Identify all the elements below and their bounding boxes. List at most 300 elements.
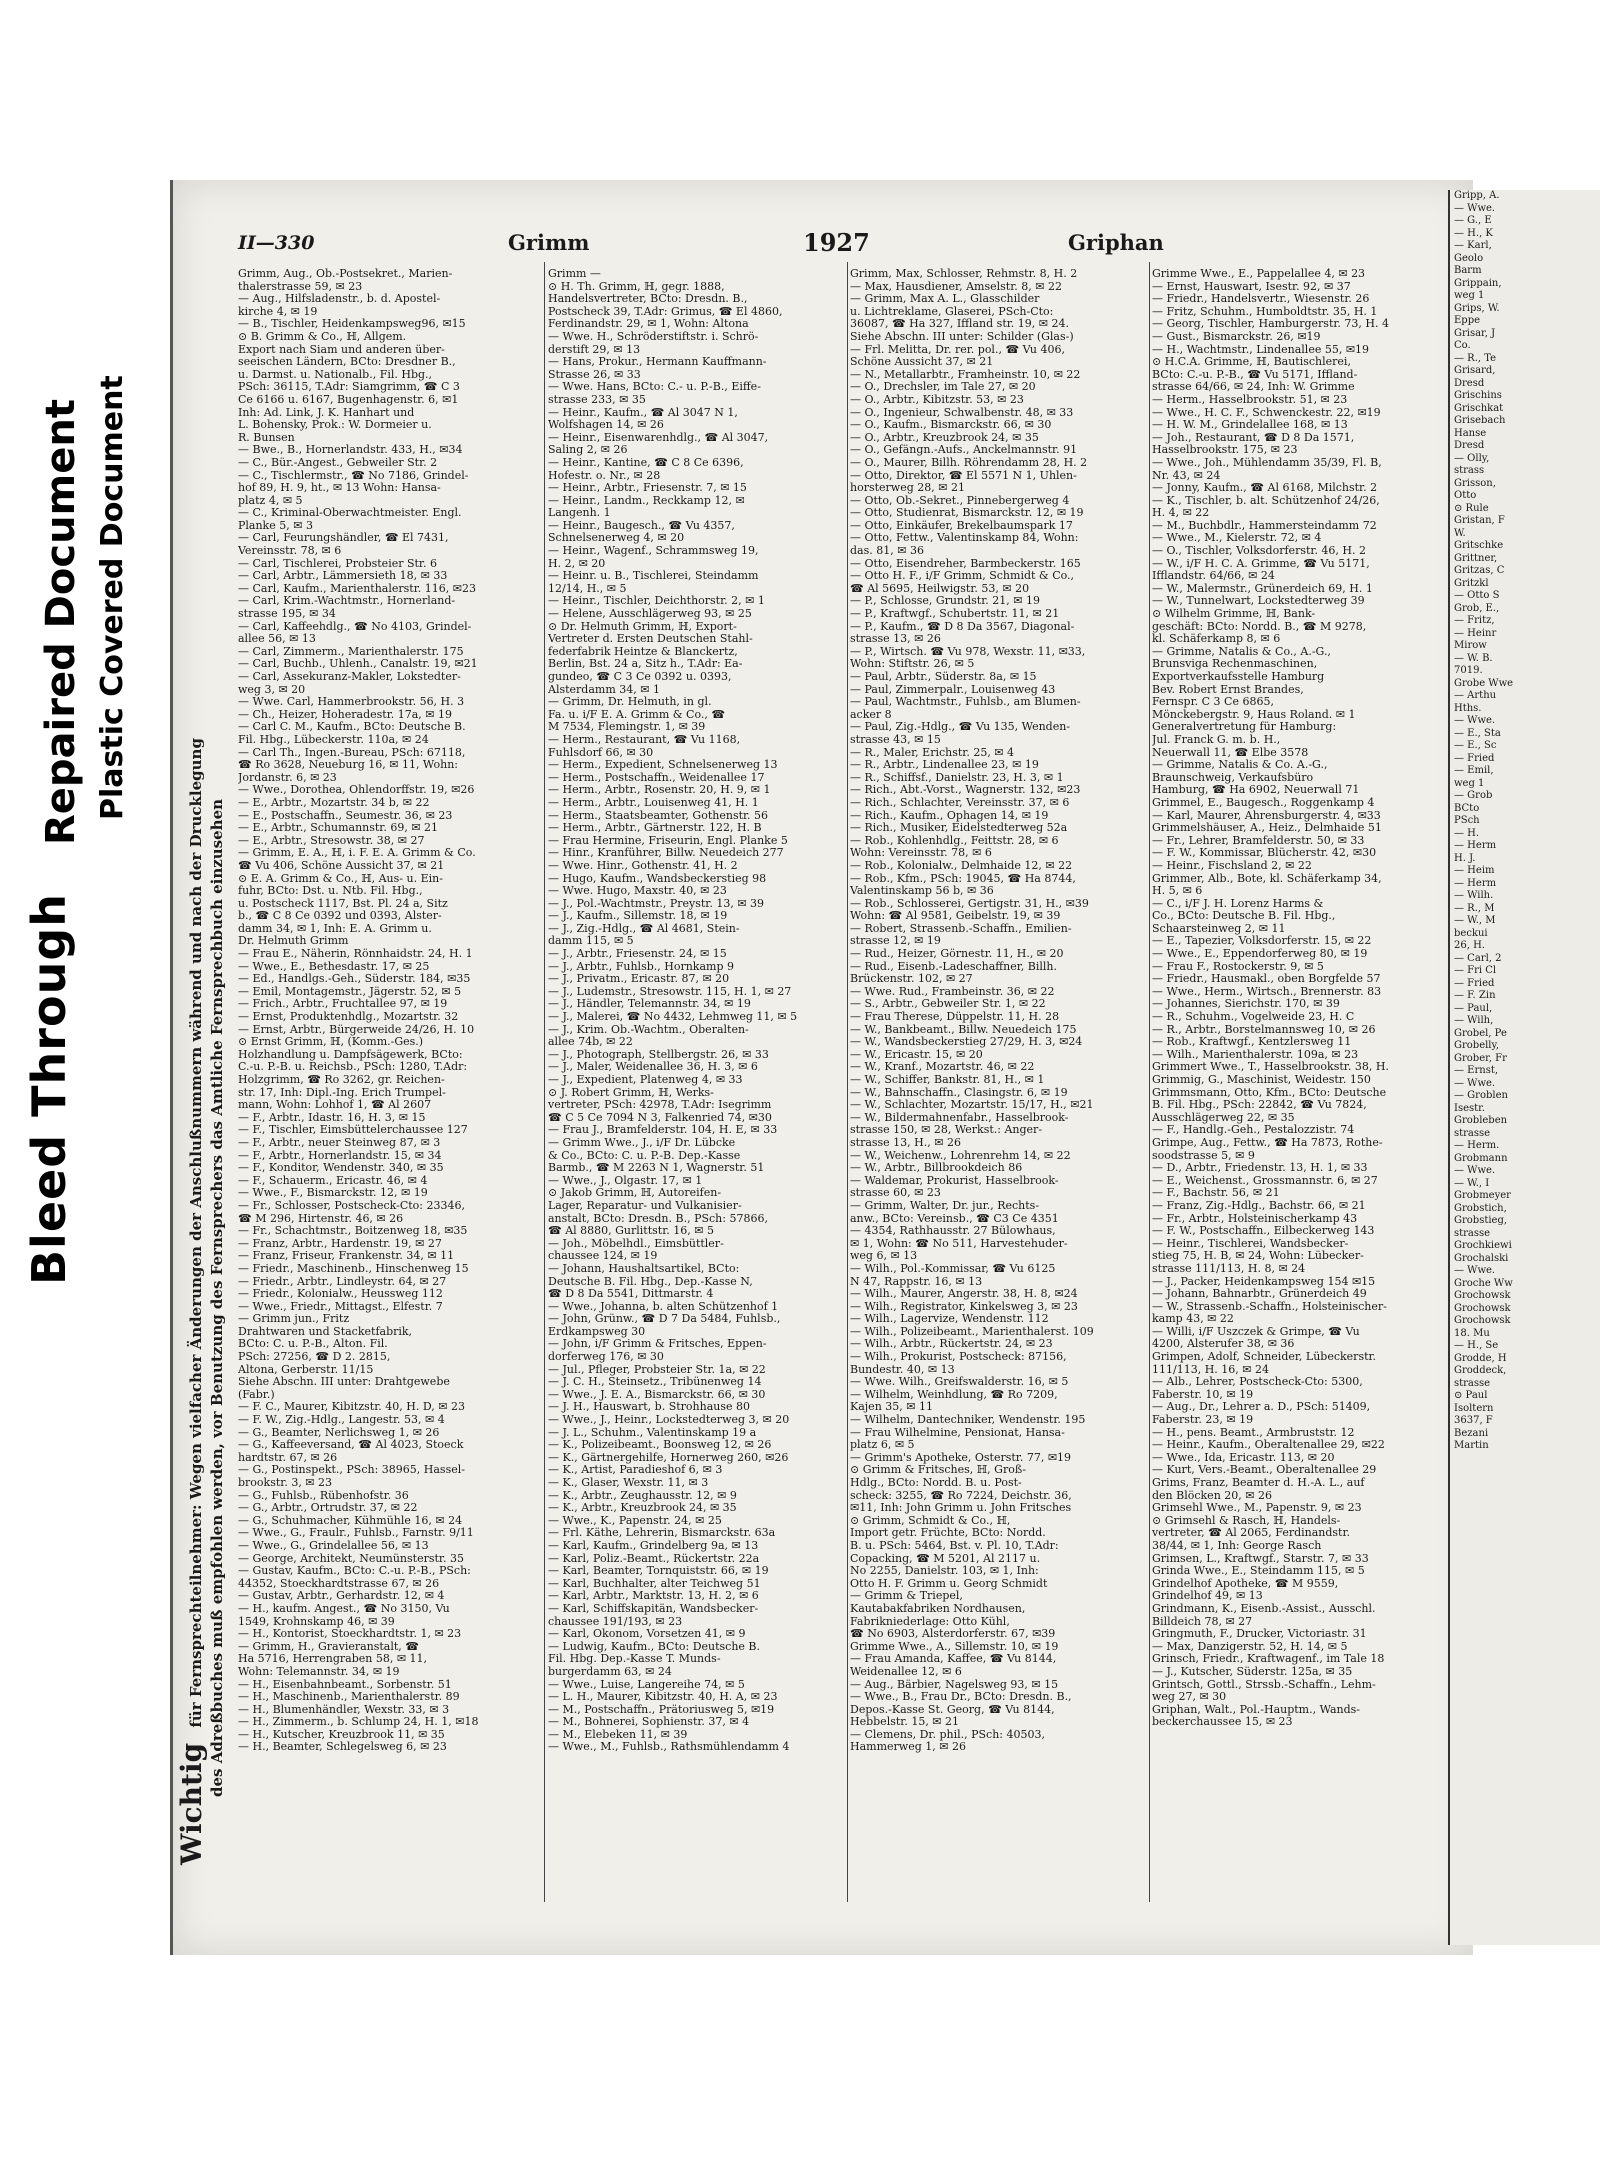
directory-entry-line: — Herm., Arbtr., Gärtnerstr. 122, H. B [548, 822, 762, 835]
fragment-line: Dresd [1454, 440, 1485, 451]
directory-entry-line: chaussee 191/193, ✉ 23 [548, 1615, 683, 1628]
directory-entry-line: — J., Maler, Weidenallee 36, H. 3, ✉ 6 [548, 1061, 758, 1074]
fragment-line: Grischkat [1454, 402, 1504, 414]
directory-entry-line: — H., Blumenhändler, Wexstr. 33, ✉ 3 [238, 1703, 450, 1716]
directory-entry-line: Grimme Wwe., E., Pappelallee 4, ✉ 23 [1152, 268, 1366, 280]
fragment-line: — F. Zin [1454, 990, 1496, 1001]
directory-entry-line: — J., Kaufm., Sillemstr. 18, ✉ 19 [548, 910, 728, 923]
directory-entry-line: Exportverkaufsstelle Hamburg [1152, 671, 1325, 683]
fragment-line: Grochowsk [1454, 1315, 1511, 1326]
fragment-line: Grob, E., [1454, 602, 1500, 614]
header-first-word: Grimm [508, 230, 590, 255]
directory-entry-line: — G., Postinspekt., PSch: 38965, Hassel- [238, 1464, 465, 1477]
directory-entry-line: Ce 6166 u. 6167, Bugenhagenstr. 6, ✉1 [238, 393, 459, 406]
directory-entry-line: Ferdinandstr. 29, ✉ 1, Wohn: Altona [548, 318, 749, 331]
directory-entry-line: ☎ M 296, Hirtenstr. 46, ✉ 26 [238, 1212, 404, 1225]
plastic-covered-label: Plastic Covered Document [95, 375, 130, 820]
fragment-line: — H., Se [1454, 1340, 1499, 1351]
directory-entry-line: — Max, Danzigerstr. 52, H. 14, ✉ 5 [1152, 1640, 1348, 1653]
directory-entry-line: anw., BCto: Vereinsb., ☎ C3 Ce 4351 [850, 1212, 1059, 1225]
directory-entry-line: ☎ Vu 406, Schöne Aussicht 37, ✉ 21 [238, 859, 445, 872]
directory-entry-line: — Wwe., Joh., Mühlendamm 35/39, Fl. B, [1152, 456, 1382, 469]
directory-entry-line: platz 4, ✉ 5 [238, 494, 303, 507]
fragment-line: — G., E [1454, 215, 1492, 226]
directory-entry-line: 38/44, ✉ 1, Inh: George Rasch [1152, 1539, 1322, 1552]
directory-entry-line: — K., Polizeibeamt., Boonsweg 12, ✉ 26 [548, 1439, 772, 1452]
directory-entry-line: — Carl, Krim.-Wachtmstr., Hornerland- [238, 595, 456, 608]
directory-entry-line: — Otto, Einkäufer, Brekelbaumspark 17 [850, 519, 1073, 532]
directory-entry-line: — Otto, Ob.-Sekret., Pinnebergerweg 4 [850, 494, 1070, 507]
directory-entry-line: horsterweg 28, ✉ 21 [850, 482, 965, 495]
directory-entry-line: Grintsch, Gottl., Strssb.-Schaffn., Lehm- [1152, 1678, 1376, 1691]
directory-entry-line: M 7534, Flemingstr. 1, ✉ 39 [548, 721, 706, 734]
directory-entry-line: — Otto, Direktor, ☎ El 5571 N 1, Uhlen- [850, 469, 1077, 482]
directory-entry-line: ☎ Al 5695, Heilwigstr. 53, ✉ 20 [850, 582, 1030, 595]
directory-entry-line: — Paul, Zig.-Hdlg., ☎ Vu 135, Wenden- [850, 721, 1071, 734]
fragment-line: — E., Sta [1454, 727, 1501, 739]
directory-entry-line: — Rud., Heizer, Görnestr. 11, H., ✉ 20 [850, 948, 1064, 961]
directory-entry-line: Wolfshagen 14, ✉ 26 [548, 419, 664, 432]
directory-entry-line: — Hugo, Kaufm., Wandsbeckerstieg 98 [548, 872, 767, 885]
directory-entry-line: — H., Wachtmstr., Lindenallee 55, ✉19 [1152, 343, 1370, 356]
directory-entry-line: Hofestr. o. Nr., ✉ 28 [548, 469, 661, 482]
directory-entry-line: Lager, Reparatur- und Vulkanisier- [548, 1199, 742, 1212]
fragment-line: — Wwe. [1454, 1165, 1496, 1176]
column-divider [847, 262, 848, 1902]
fragment-line: Grobelly, [1454, 1040, 1500, 1051]
directory-entry-line: — Max, Hausdiener, Amselstr. 8, ✉ 22 [850, 280, 1062, 293]
directory-entry-line: — Karl, Arbtr., Marktstr. 13, H. 2, ✉ 6 [548, 1590, 759, 1603]
directory-entry-line: — Otto, Fettw., Valentinskamp 84, Wohn: [850, 532, 1079, 545]
directory-entry-line: — Wwe., G., Grindelallee 56, ✉ 13 [238, 1539, 429, 1552]
fragment-line: Grobe Wwe [1454, 677, 1514, 689]
directory-entry-line: Gringmuth, F., Drucker, Victoriastr. 31 [1152, 1628, 1367, 1641]
directory-entry-line: Grindelhof 49, ✉ 13 [1152, 1590, 1263, 1603]
directory-entry-line: — Heinr., Wagenf., Schrammsweg 19, [548, 545, 759, 558]
directory-entry-line: u. Lichtreklame, Glaserei, PSch-Cto: [850, 305, 1054, 318]
directory-entry-line: Ifflandstr. 64/66, ✉ 24 [1152, 570, 1275, 583]
directory-entry-line: Fernspr. C 3 Ce 6865, [1152, 696, 1274, 709]
directory-entry-line: H. 5, ✉ 6 [1152, 885, 1203, 898]
fragment-line: — Herm. [1454, 1140, 1500, 1151]
directory-entry-line: Bundestr. 40, ✉ 13 [850, 1363, 955, 1376]
directory-entry-line: — Carl, Buchb., Uhlenh., Canalstr. 19, ✉21 [238, 658, 478, 671]
directory-entry-line: Drahtwaren und Stacketfabrik, [238, 1325, 413, 1338]
directory-entry-line: ✉11, Inh: John Grimm u. John Fritsches [850, 1502, 1072, 1515]
directory-entry-line: Weidenallee 12, ✉ 6 [850, 1665, 962, 1678]
directory-entry-line: — 4354, Rathhausstr. 27 Bülowhaus, [850, 1225, 1056, 1238]
fragment-line: Gritzas, C [1454, 565, 1505, 576]
directory-entry-line: — O., Gefängn.-Aufs., Anckelmannstr. 91 [850, 444, 1078, 457]
directory-entry-line: — Fr., Arbtr., Holsteinischerkamp 43 [1152, 1212, 1358, 1225]
directory-entry-line: derstift 29, ✉ 13 [548, 343, 641, 356]
directory-entry-line: — Heinr., Fischsland 2, ✉ 22 [1152, 859, 1312, 872]
directory-entry-line: — Helene, Ausschlägerweg 93, ✉ 25 [548, 608, 752, 621]
directory-entry-line: — J., Expedient, Platenweg 4, ✉ 33 [548, 1074, 743, 1086]
fragment-line: BCto [1454, 802, 1480, 814]
directory-entry-line: — Otto H. F., i/F Grimm, Schmidt & Co., [850, 570, 1075, 583]
directory-entry-line: — H., kaufm. Angest., ☎ No 3150, Vu [238, 1602, 450, 1615]
fragment-line: Grobel, Pe [1454, 1027, 1507, 1039]
directory-entry-line: — Heinr., Kaufm., Oberaltenallee 29, ✉22 [1152, 1439, 1385, 1452]
directory-entry-line: BCto: C.-u. P.-B., ☎ Vu 5171, Iffland- [1152, 368, 1358, 381]
column-divider [1149, 262, 1150, 1902]
directory-entry-line: — J., Pol.-Wachtmstr., Preystr. 13, ✉ 39 [548, 897, 765, 910]
directory-entry-line: — George, Architekt, Neumünsterstr. 35 [238, 1552, 464, 1565]
directory-entry-line: kamp 43, ✉ 22 [1152, 1313, 1234, 1326]
directory-entry-line: — Fr., Schachtmstr., Boitzenweg 18, ✉35 [238, 1225, 468, 1238]
fragment-line: Grochowsk [1454, 1302, 1511, 1314]
directory-entry-line: H. 4, ✉ 22 [1152, 507, 1210, 520]
directory-entry-line: Holzhandlung u. Dampfsägewerk, BCto: [238, 1048, 463, 1061]
directory-entry-line: — J., Malerei, ☎ No 4432, Lehmweg 11, ✉ 5 [548, 1011, 798, 1024]
column-divider [544, 262, 545, 1902]
directory-entry-line: — Rob., Kfm., PSch: 19045, ☎ Ha 8744, [850, 872, 1076, 885]
directory-entry-line: scheck: 3255, ☎ Ro 7224, Deichstr. 36, [850, 1489, 1072, 1502]
directory-entry-line: — Friedr., Arbtr., Lindleystr. 64, ✉ 27 [238, 1275, 447, 1288]
directory-entry-line: Grimm, Max, Schlosser, Rehmstr. 8, H. 2 [850, 268, 1078, 280]
directory-entry-line: — Otto, Studienrat, Bismarckstr. 12, ✉ 19 [850, 507, 1084, 520]
fragment-line: strasse [1454, 1377, 1491, 1389]
directory-entry-line: — Heinr., Baugesch., ☎ Vu 4357, [548, 519, 735, 532]
directory-entry-line: — Grimm, Walter, Dr. jur., Rechts- [850, 1199, 1040, 1212]
fragment-line: Gritschke [1454, 540, 1504, 551]
directory-entry-line: — Bwe., B., Hornerlandstr. 433, H., ✉34 [238, 444, 463, 457]
directory-entry-line: soodstrasse 5, ✉ 9 [1152, 1149, 1255, 1162]
directory-entry-line: — Wwe., K., Papenstr. 24, ✉ 25 [548, 1514, 722, 1527]
directory-entry-line: Dr. Helmuth Grimm [238, 935, 349, 948]
directory-entry-line: — P., Wirtsch. ☎ Vu 978, Wexstr. 11, ✉33, [850, 645, 1086, 658]
directory-entry-line: PSch: 36115, T.Adr: Siamgrimm, ☎ C 3 [238, 381, 460, 394]
directory-entry-line: Strasse 26, ✉ 33 [548, 368, 641, 381]
directory-entry-line: — Wwe. Carl, Hammerbrookstr. 56, H. 3 [238, 696, 465, 709]
directory-entry-line: — Wilh., Pol.-Kommissar, ☎ Vu 6125 [850, 1262, 1056, 1275]
directory-entry-line: — Grimme, Natalis & Co. A.-G., [1152, 759, 1328, 772]
directory-entry-line: — Otto, Eisendreher, Barmbeckerstr. 165 [850, 557, 1081, 570]
directory-entry-line: — John, i/F Grimm & Fritsches, Eppen- [548, 1338, 767, 1351]
directory-entry-line: Grims, Franz, Beamter d. H.-A. L., auf [1152, 1477, 1365, 1489]
directory-entry-line: — F., Handlg.-Geh., Pestalozzistr. 74 [1152, 1124, 1355, 1137]
directory-entry-line: — H., pens. Beamt., Armbruststr. 12 [1152, 1426, 1355, 1439]
fragment-line: — Fried [1454, 752, 1495, 764]
fragment-line: Isoltern [1454, 1402, 1494, 1414]
directory-entry-line: — Wwe., Dorothea, Ohlendorffstr. 19, ✉26 [238, 784, 475, 797]
directory-entry-line: — P., Schlosse, Grundstr. 21, ✉ 19 [850, 595, 1040, 608]
directory-entry-line: beckerchaussee 15, ✉ 23 [1152, 1716, 1293, 1729]
directory-entry-line: — Ernst, Produktenhdlg., Mozartstr. 32 [238, 1011, 459, 1024]
directory-entry-line: — Grimm's Apotheke, Osterstr. 77, ✉19 [850, 1451, 1072, 1464]
directory-entry-line: — J., Händler, Telemannstr. 34, ✉ 19 [548, 998, 751, 1011]
directory-entry-line: — Herm., Staatsbeamter, Gothenstr. 56 [548, 809, 769, 822]
directory-entry-line: — Wilh., Registrator, Kinkelsweg 3, ✉ 23 [850, 1300, 1078, 1313]
directory-entry-line: — Johann, Haushaltsartikel, BCto: [548, 1262, 740, 1275]
fragment-line: — R., Te [1454, 352, 1497, 364]
directory-entry-line: Nr. 43, ✉ 24 [1152, 469, 1221, 482]
fragment-line: Martin [1454, 1440, 1489, 1451]
directory-entry-line: L. Bohensky, Prok.: W. Dormeier u. [238, 419, 432, 432]
directory-entry-line: — Paul, Arbtr., Süderstr. 8a, ✉ 15 [850, 671, 1037, 683]
directory-entry-line: Mönckebergstr. 9, Haus Roland. ✉ 1 [1152, 708, 1356, 721]
directory-entry-line: — W., Wandsbeckerstieg 27/29, H. 3, ✉24 [850, 1036, 1083, 1049]
directory-entry-line: Saling 2, ✉ 26 [548, 444, 628, 457]
directory-entry-line: — Heinr., Arbtr., Friesenstr. 7, ✉ 15 [548, 482, 747, 495]
fragment-line: — Wilh, [1454, 1015, 1494, 1026]
directory-entry-line: — Willi, i/F Uszczek & Grimpe, ☎ Vu [1152, 1325, 1360, 1338]
directory-entry-line: Co., BCto: Deutsche B. Fil. Hbg., [1152, 910, 1336, 923]
fragment-line: Geolo [1454, 252, 1484, 264]
directory-entry-line: ⊙ Ernst Grimm, ℍ, (Komm.-Ges.) [238, 1036, 424, 1049]
directory-entry-line: Fa. u. i/F E. A. Grimm & Co., ☎ [548, 708, 726, 721]
directory-entry-line: — Grimm Wwe., J., i/F Dr. Lübcke [548, 1136, 736, 1149]
directory-entry-line: — E., Arbtr., Mozartstr. 34 b, ✉ 22 [238, 796, 430, 809]
directory-entry-line: Vereinsstr. 78, ✉ 6 [238, 545, 342, 558]
directory-entry-line: — Franz, Zig.-Hdlg., Bachstr. 66, ✉ 21 [1152, 1199, 1366, 1212]
directory-entry-line: Copacking, ☎ M 5201, Al 2117 u. [850, 1552, 1041, 1565]
directory-entry-line: — O., Arbtr., Kibitzstr. 53, ✉ 23 [850, 393, 1024, 406]
directory-entry-line: — Wwe. Hans, BCto: C.- u. P.-B., Eiffe- [548, 381, 761, 394]
directory-entry-line: (Fabr.) [238, 1388, 275, 1401]
directory-entry-line: b., ☎ C 8 Ce 0392 und 0393, Alster- [238, 910, 442, 923]
directory-entry-line: — Rob., Kohlenhdlg., Feittstr. 28, ✉ 6 [850, 834, 1059, 847]
notice-title: Wichtig [175, 1742, 208, 1865]
header-last-word: Griphan [1068, 230, 1164, 255]
directory-entry-line: — R., Schiffsf., Danielstr. 23, H. 3, ✉ 1 [850, 771, 1064, 784]
directory-entry-line: Grindmann, K., Eisenb.-Assist., Ausschl. [1152, 1602, 1376, 1615]
directory-entry-line: Grimm, Aug., Ob.-Postsekret., Marien- [238, 268, 453, 280]
directory-entry-line: — Wilhelm, Dantechniker, Wendenstr. 195 [850, 1414, 1086, 1427]
directory-entry-line: — W., Weichenw., Lohrenrehm 14, ✉ 22 [850, 1149, 1071, 1162]
directory-entry-line: — Grimm, Dr. Helmuth, in gl. [548, 696, 712, 709]
directory-entry-line: — E., Postschaffn., Seumestr. 36, ✉ 23 [238, 809, 453, 822]
directory-entry-line: — Herm., Postschaffn., Weidenallee 17 [548, 771, 765, 784]
directory-entry-line: — Wwe., F., Bismarckstr. 12, ✉ 19 [238, 1187, 428, 1200]
directory-entry-line: 36087, ☎ Ha 327, Iffland str. 19, ✉ 24. [850, 318, 1069, 331]
directory-entry-line: — M., Bohnerei, Sophienstr. 37, ✉ 4 [548, 1716, 750, 1729]
directory-entry-line: — R., Arbtr., Borstelmannsweg 10, ✉ 26 [1152, 1023, 1376, 1036]
fragment-line: Grochalski [1454, 1252, 1509, 1264]
directory-entry-line: Wohn: Stiftstr. 26, ✉ 5 [850, 658, 975, 671]
directory-entry-line: — John, Grünw., ☎ D 7 Da 5484, Fuhlsb., [548, 1313, 781, 1326]
directory-entry-line: strasse 64/66, ✉ 24, Inh: W. Grimme [1152, 381, 1355, 394]
directory-entry-line: PSch: 27256, ☎ D 2. 2815, [238, 1351, 391, 1364]
directory-entry-line: — P., Kaufm., ☎ D 8 Da 3567, Diagonal- [850, 620, 1075, 633]
directory-entry-line: — Wwe. H., Schröderstiftstr. i. Schrö- [548, 330, 759, 343]
directory-entry-line: Siehe Abschn. III unter: Schilder (Glas-) [850, 330, 1074, 343]
directory-entry-line: R. Bunsen [238, 431, 295, 444]
directory-entry-line: — K., Arbtr., Kreuzbrook 24, ✉ 35 [548, 1502, 737, 1515]
directory-entry-line: — Carl, Tischlerei, Probsteier Str. 6 [238, 557, 437, 570]
directory-entry-line: — Wwe., E., Bethesdastr. 17, ✉ 25 [238, 960, 430, 973]
directory-entry-line: strasse 13, H., ✉ 26 [850, 1136, 961, 1149]
fragment-line: Grochkiewi [1454, 1240, 1512, 1251]
directory-entry-line: — C., Kriminal-Oberwachtmeister. Engl. [238, 507, 462, 520]
directory-entry-line: Grinsch, Friedr., Kraftwagenf., im Tale 18 [1152, 1653, 1385, 1666]
directory-entry-line: — Karl, Ökonom, Vorsetzen 41, ✉ 9 [548, 1628, 746, 1641]
directory-entry-line: B. u. PSch: 5464, Bst. v. Pl. 10, T.Adr: [850, 1539, 1059, 1552]
directory-entry-line: str. 17, Inh: Dipl.-Ing. Erich Trumpel- [238, 1086, 446, 1099]
directory-entry-line: — Fr., Schlosser, Postscheck-Cto: 23346, [238, 1199, 465, 1212]
directory-entry-line: — Wwe., M., Fuhlsb., Rathsmühlendamm 4 [548, 1741, 790, 1754]
directory-entry-line: — F., Schauerm., Ericastr. 46, ✉ 4 [238, 1174, 428, 1187]
directory-entry-line: — Herm., Expedient, Schnelsenerweg 13 [548, 759, 778, 772]
fragment-line: Mirow [1454, 640, 1487, 651]
directory-entry-line: Grimsen, L., Kraftwgf., Starstr. 7, ✉ 33 [1152, 1552, 1369, 1565]
directory-entry-line: damm 115, ✉ 5 [548, 935, 634, 948]
directory-entry-line: Schaarsteinweg 2, ✉ 11 [1152, 922, 1286, 935]
directory-entry-line: Ausschlägerweg 22, ✉ 35 [1152, 1111, 1295, 1124]
directory-entry-line: ☎ No 6903, Alsterdorferstr. 67, ✉39 [850, 1628, 1056, 1641]
fragment-line: — Wwe. [1454, 1077, 1496, 1089]
directory-entry-line: B. Fil. Hbg., PSch: 22842, ☎ Vu 7824, [1152, 1099, 1367, 1112]
directory-entry-line: Faberstr. 23, ✉ 19 [1152, 1414, 1254, 1427]
directory-entry-line: — W., Strassenb.-Schaffn., Holsteinischer- [1152, 1300, 1387, 1313]
directory-column-3 [850, 268, 1148, 1908]
directory-entry-line: — Carl, Kaffeehdlg., ☎ No 4103, Grindel- [238, 620, 472, 633]
directory-entry-line: Hammerweg 1, ✉ 26 [850, 1741, 966, 1754]
directory-entry-line: Holzgrimm, ☎ Ro 3262, gr. Reichen- [238, 1074, 445, 1086]
directory-entry-line: Grinda Wwe., E., Steindamm 115, ✉ 5 [1152, 1565, 1365, 1578]
directory-entry-line: — W., Kranf., Mozartstr. 46, ✉ 22 [850, 1061, 1035, 1074]
directory-entry-line: — Ludwig, Kaufm., BCto: Deutsche B. [548, 1640, 761, 1653]
directory-entry-line: — O., Arbtr., Kreuzbrook 24, ✉ 35 [850, 431, 1039, 444]
directory-entry-line: Generalvertretung für Hamburg: [1152, 721, 1337, 734]
directory-entry-line: Grimmelshäuser, A., Heiz., Delmhaide 51 [1152, 822, 1382, 835]
directory-entry-line: ☎ Al 8880, Gurlittstr. 16, ✉ 5 [548, 1225, 714, 1238]
directory-entry-line: — J., Photograph, Stellbergstr. 26, ✉ 33 [548, 1048, 769, 1061]
directory-entry-line: Bev. Robert Ernst Brandes, [1152, 683, 1304, 696]
directory-entry-line: Ha 5716, Herrengraben 58, ✉ 11, [238, 1653, 428, 1666]
directory-entry-line: — Johann, Bahnarbtr., Grünerdeich 49 [1152, 1288, 1367, 1301]
directory-entry-line: — Carl, Feurungshändler, ☎ El 7431, [238, 532, 449, 545]
directory-entry-line: 12/14, H., ✉ 5 [548, 582, 627, 595]
directory-entry-line: hardtstr. 67, ✉ 26 [238, 1451, 338, 1464]
directory-entry-line: — Gustav, Arbtr., Gerhardstr. 12, ✉ 4 [238, 1590, 445, 1603]
fragment-line: — Heinr [1454, 627, 1497, 639]
directory-entry-line: — J., Zig.-Hdlg., ☎ Al 4681, Stein- [548, 922, 740, 935]
directory-entry-line: — C., i/F J. H. Lorenz Harms & [1152, 897, 1324, 910]
fragment-line: Otto [1454, 490, 1477, 501]
directory-entry-line: Vertreter d. Ersten Deutschen Stahl- [548, 633, 753, 646]
directory-entry-line: hof 89, H. 9, ht., ✉ 13 Wohn: Hansa- [238, 482, 441, 495]
directory-entry-line: acker 8 [850, 708, 892, 721]
directory-entry-line: burgerdamm 63, ✉ 24 [548, 1665, 672, 1678]
directory-entry-line: — K., Artist, Paradieshof 6, ✉ 3 [548, 1464, 723, 1477]
fragment-line: Groddeck, [1454, 1365, 1507, 1376]
directory-entry-line: N 47, Rappstr. 16, ✉ 13 [850, 1275, 983, 1288]
directory-entry-line: & Co., BCto: C. u. P.-B. Dep.-Kasse [548, 1149, 741, 1162]
directory-column-4 [1152, 268, 1446, 1908]
directory-entry-line: — Heinr., Kaufm., ☎ Al 3047 N 1, [548, 406, 738, 419]
directory-entry-line: strasse 60, ✉ 23 [850, 1187, 941, 1200]
fragment-line: H. J. [1454, 852, 1476, 864]
fragment-line: Grittner, [1454, 552, 1498, 564]
repaired-document-label: Repaired Document [38, 399, 84, 845]
directory-entry-line: ⊙ Grimm, Schmidt & Co., ℍ, [850, 1514, 1011, 1527]
fragment-line: Hanse [1454, 427, 1487, 439]
fragment-line: Barm [1454, 265, 1482, 276]
directory-entry-line: — F., Arbtr., neuer Steinweg 87, ✉ 3 [238, 1136, 441, 1149]
directory-entry-line: — Rich., Musiker, Eidelstedterweg 52a [850, 822, 1068, 835]
fragment-line: — Wwe. [1454, 715, 1496, 726]
directory-entry-line: — Grimme, Natalis & Co., A.-G., [1152, 645, 1331, 658]
directory-entry-line: strasse 195, ✉ 34 [238, 608, 336, 621]
directory-entry-line: — Rich., Kaufm., Ophagen 14, ✉ 19 [850, 809, 1049, 822]
directory-entry-line: ⊙ Jakob Grimm, ℍ, Autoreifen- [548, 1187, 722, 1200]
directory-entry-line: — Karl, Schiffskapitän, Wandsbecker- [548, 1602, 759, 1615]
fragment-line: — W., M [1454, 915, 1496, 926]
fragment-line: Grobmeyer [1454, 1190, 1511, 1201]
fragment-line: — Emil, [1454, 765, 1494, 776]
directory-entry-line: Altona, Gerberstr. 11/15 [238, 1363, 374, 1376]
fragment-line: ⊙ Rule [1454, 502, 1489, 514]
directory-entry-line: — Rich., Schlachter, Vereinsstr. 37, ✉ 6 [850, 796, 1070, 809]
directory-entry-line: — Rob., Kraftwgf., Kentzlersweg 11 [1152, 1036, 1352, 1049]
fragment-line: — Arthu [1454, 690, 1497, 701]
directory-entry-line: — Grimm & Triepel, [850, 1590, 963, 1603]
directory-entry-line: — J., Arbtr., Fuhlsb., Hornkamp 9 [548, 960, 734, 973]
directory-entry-line: — Georg, Tischler, Hamburgerstr. 73, H. 4 [1152, 318, 1389, 331]
directory-entry-line: — G., Fuhlsb., Rübenhofstr. 36 [238, 1489, 409, 1502]
page-header [238, 228, 1448, 258]
directory-entry-line: — Wwe., J., Olgastr. 17, ✉ 1 [548, 1174, 703, 1187]
directory-entry-line: — J. C. H., Steinsetz., Tribünenweg 14 [548, 1376, 762, 1389]
directory-entry-line: — Wwe., M., Kielerstr. 72, ✉ 4 [1152, 532, 1322, 545]
directory-entry-line: allee 74b, ✉ 22 [548, 1036, 633, 1049]
directory-entry-line: — Grimm, Max A. L., Glasschilder [850, 293, 1040, 306]
directory-entry-line: — Wwe. Hinr., Gothenstr. 41, H. 2 [548, 859, 738, 872]
directory-entry-line: — H., Beamter, Schlegelsweg 6, ✉ 23 [238, 1741, 447, 1754]
fragment-line: — Heim [1454, 865, 1495, 876]
directory-entry-line: ⊙ B. Grimm & Co., ℍ, Allgem. [238, 330, 407, 343]
directory-entry-line: Grimpe, Aug., Fettw., ☎ Ha 7873, Rothe- [1152, 1136, 1383, 1149]
directory-entry-line: 4200, Alsterufer 38, ✉ 36 [1152, 1338, 1295, 1351]
fragment-line: strasse [1454, 1127, 1491, 1139]
directory-entry-line: ⊙ H.C.A. Grimme, ℍ, Bautischlerei, [1152, 356, 1351, 369]
directory-entry-line: — R., Maler, Erichstr. 25, ✉ 4 [850, 746, 1015, 759]
directory-entry-line: — W., Bankbeamt., Billw. Neuedeich 175 [850, 1023, 1077, 1036]
directory-entry-line: — Carl, Kaufm., Marienthalerstr. 116, ✉23 [238, 582, 476, 595]
fragment-line: — Herm [1454, 877, 1497, 889]
directory-entry-line: Depos.-Kasse St. Georg, ☎ Vu 8144, [850, 1703, 1055, 1716]
fragment-line: — Grob [1454, 790, 1493, 801]
directory-entry-line: — Ch., Heizer, Hoheradestr. 17a, ✉ 19 [238, 708, 453, 721]
directory-entry-line: — Frau F., Rostockerstr. 9, ✉ 5 [1152, 960, 1324, 973]
directory-entry-line: — W., Tunnelwart, Lockstedterweg 39 [1152, 595, 1365, 608]
directory-entry-line: — F. W., Kommissar, Blücherstr. 42, ✉30 [1152, 847, 1377, 860]
directory-entry-line: — Hans, Prokur., Hermann Kauffmann- [548, 356, 767, 369]
directory-entry-line: Hamburg, ☎ Ha 6902, Neuerwall 71 [1152, 784, 1360, 797]
directory-entry-line: — Clemens, Dr. phil., PSch: 40503, [850, 1728, 1045, 1741]
directory-column-1 [238, 268, 540, 1908]
directory-entry-line: — E., Tapezier, Volksdorferstr. 15, ✉ 22 [1152, 935, 1372, 948]
directory-entry-line: — Gustav, Kaufm., BCto: C.-u. P.-B., PSch: [238, 1565, 471, 1578]
fragment-line: Eppe [1454, 315, 1481, 326]
directory-entry-line: Grimm — [548, 268, 601, 280]
directory-entry-line: Grimpen, Adolf, Schneider, Lübeckerstr. [1152, 1351, 1377, 1364]
directory-entry-line: — Karl, Kaufm., Grindelberg 9a, ✉ 13 [548, 1539, 759, 1552]
directory-entry-line: Barmb., ☎ M 2263 N 1, Wagnerstr. 51 [548, 1162, 765, 1175]
directory-entry-line: — Wwe., J., Heinr., Lockstedterweg 3, ✉ 20 [548, 1414, 790, 1427]
bleed-through-label: Bleed Through [22, 892, 76, 1285]
directory-entry-line: — Carl, Zimmerm., Marienthalerstr. 175 [238, 645, 464, 658]
directory-entry-line: — Wilhelm, Weinhdlung, ☎ Ro 7209, [850, 1388, 1058, 1401]
directory-entry-line: Grimmert Wwe., T., Hasselbrookstr. 38, H. [1152, 1061, 1389, 1074]
fragment-line: — Otto S [1454, 590, 1500, 601]
directory-entry-line: u. Darmst. u. Nationalb., Fil. Hbg., [238, 368, 433, 381]
directory-entry-line: — Frau E., Näherin, Rönnhaidstr. 24, H. 1 [238, 948, 473, 961]
directory-entry-line: Billdeich 78, ✉ 27 [1152, 1615, 1253, 1628]
directory-entry-line: — Alb., Lehrer, Postscheck-Cto: 5300, [1152, 1376, 1363, 1389]
